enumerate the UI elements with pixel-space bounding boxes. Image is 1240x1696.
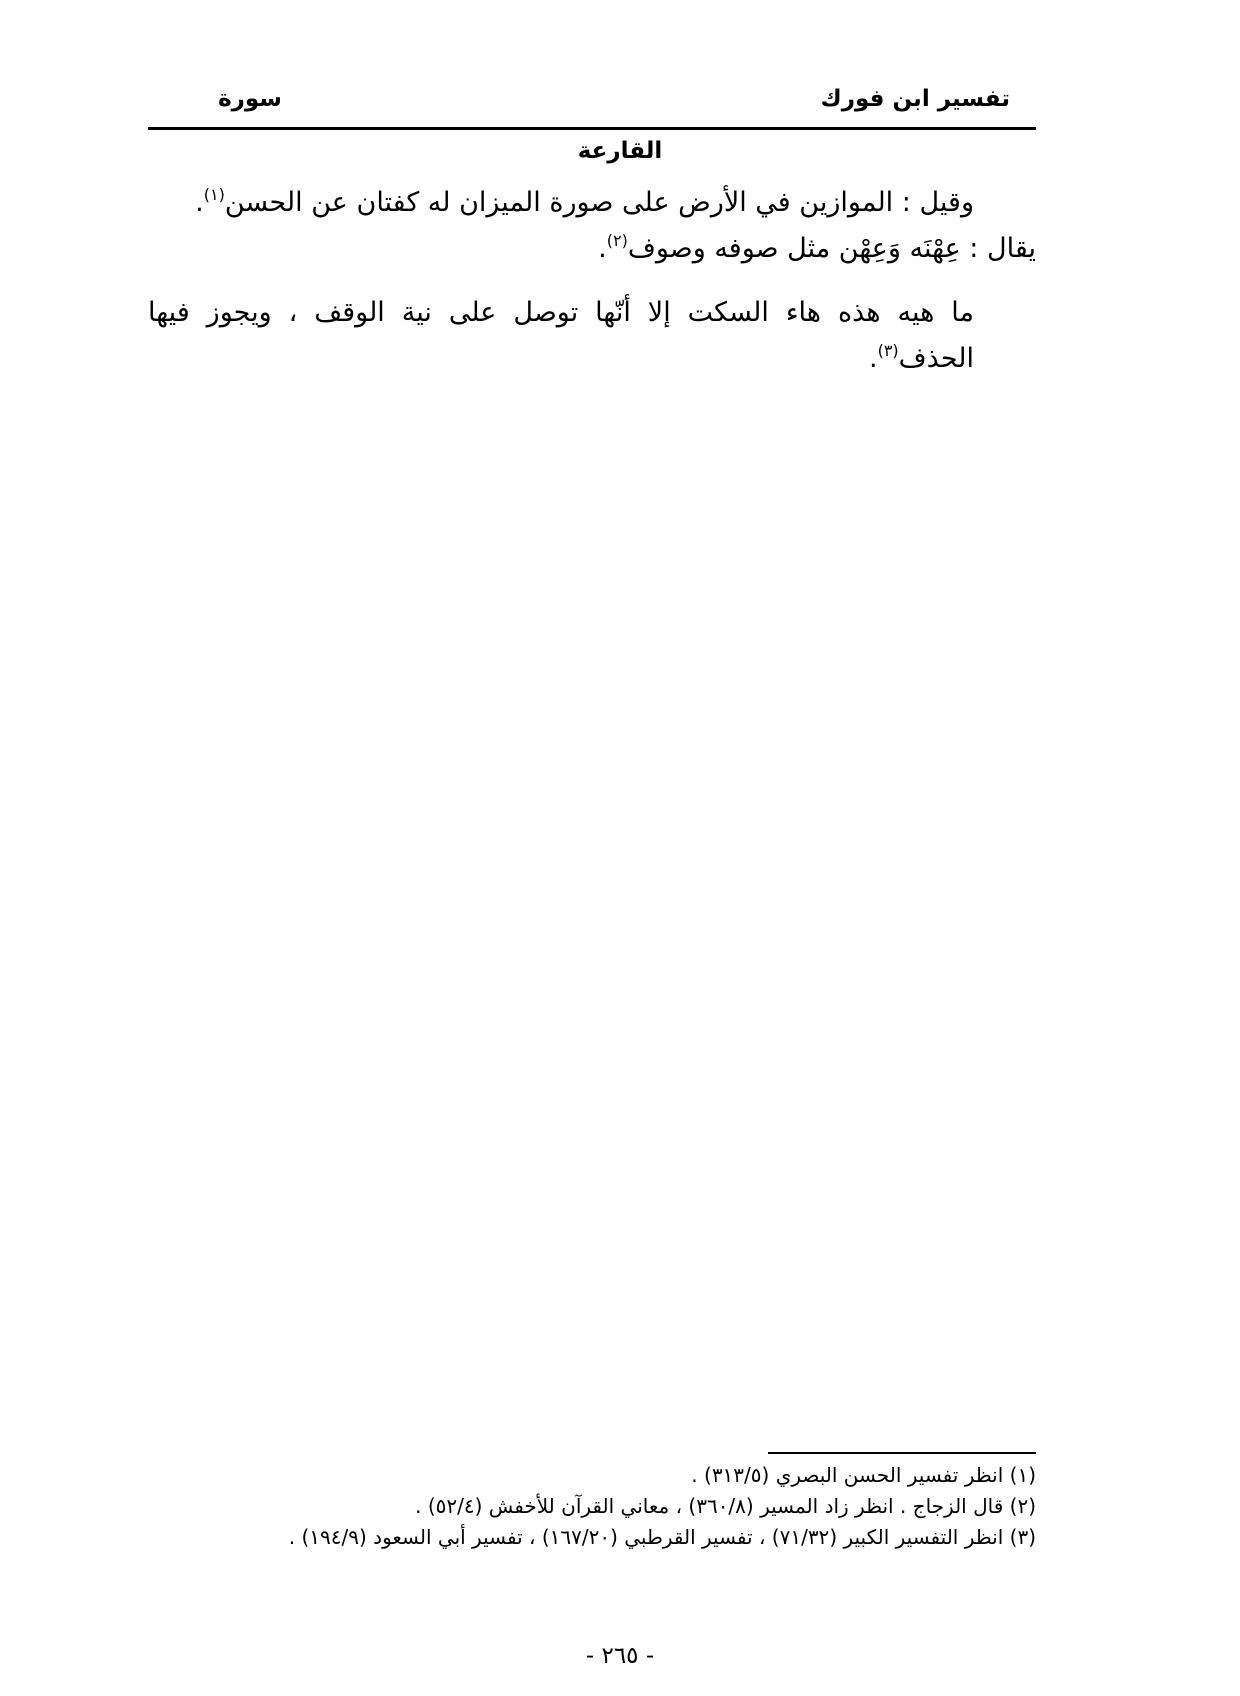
footnote-ref-2: (٢) <box>606 231 628 250</box>
paragraph-1 <box>148 180 1036 226</box>
page-number: - ٢٦٥ - <box>585 1643 655 1669</box>
main-text <box>148 180 1036 382</box>
paragraph-2 <box>148 226 1036 272</box>
paragraph-1-text: وقيل : الموازين في الأرض على صورة الميزان له كفتان عن الحسن <box>224 187 974 218</box>
paragraph-2-text: يقال : عِهْنَه وَعِهْن مثل صوفه وصوف <box>627 233 1036 264</box>
running-header-book-title: تفسير ابن فورك <box>820 86 1010 112</box>
footnote-1: (١) انظر تفسير الحسن البصري (٣١٣/٥) . <box>691 1463 1036 1487</box>
running-header-section-word: سورة <box>218 86 282 112</box>
footnote-ref-3: (٣) <box>877 341 899 360</box>
footnote-2: (٢) قال الزجاج . انظر زاد المسير (٣٦٠/٨) ، معاني القرآن للأخفش (٥٢/٤) . <box>415 1494 1036 1518</box>
footnote-ref-1: (١) <box>203 185 225 204</box>
paragraph-3 <box>148 290 1036 382</box>
paragraph-3-end: . <box>868 343 878 374</box>
footnote-3: (٣) انظر التفسير الكبير (٧١/٣٢) ، تفسير القرطبي (١٦٧/٢٠) ، تفسير أبي السعود (١٩٤/٩) . <box>288 1525 1036 1549</box>
footnote-divider <box>768 1452 1036 1454</box>
paragraph-1-end: . <box>195 187 204 218</box>
footnotes <box>148 1460 1036 1553</box>
paragraph-2-end: . <box>598 233 607 264</box>
header-divider <box>148 127 1036 130</box>
paragraph-3-text: ما هيه هذه هاء السكت إلا أنّها توصل على نية الوقف ، ويجوز فيها الحذف <box>148 297 974 374</box>
running-header-surah-name: القارعة <box>577 138 663 164</box>
